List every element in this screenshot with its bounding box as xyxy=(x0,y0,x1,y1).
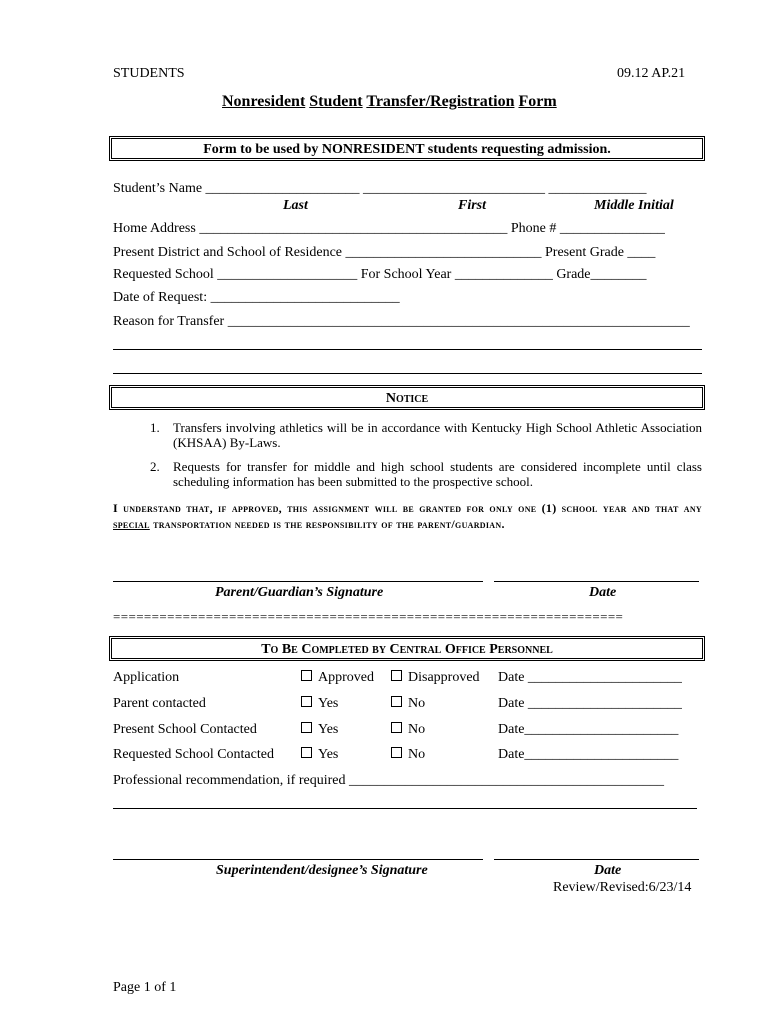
office-row-label: Present School Contacted xyxy=(113,722,257,737)
notice-item-number: 2. xyxy=(150,459,160,474)
superintendent-signature-label: Superintendent/designee’s Signature xyxy=(216,863,428,878)
statement-special: special xyxy=(113,517,150,531)
name-first-label: First xyxy=(458,198,487,213)
office-row-label: Requested School Contacted xyxy=(113,747,274,762)
date-field[interactable]: Date______________________ xyxy=(498,747,679,762)
option-label: Yes xyxy=(318,747,339,762)
title-word: Nonresident xyxy=(222,93,306,110)
superintendent-signature-line[interactable] xyxy=(113,859,483,860)
option-label: No xyxy=(408,722,426,737)
option-no[interactable] xyxy=(391,722,425,738)
parent-date-line[interactable] xyxy=(494,581,699,582)
reason-continuation-line[interactable] xyxy=(113,349,702,350)
superintendent-date-label: Date xyxy=(594,863,622,878)
title-word: Transfer/Registration xyxy=(366,93,515,110)
reason-continuation-line[interactable] xyxy=(113,373,702,374)
section-label: STUDENTS xyxy=(113,66,185,81)
present-district-field[interactable]: Present District and School of Residence ____________________________ Present Grade ____ xyxy=(113,245,656,260)
option-disapproved[interactable] xyxy=(391,670,480,686)
intro-box xyxy=(109,136,705,161)
option-label: Yes xyxy=(318,696,339,711)
revision-date: Review/Revised:6/23/14 xyxy=(553,880,692,895)
checkbox-icon[interactable] xyxy=(391,696,402,707)
checkbox-icon[interactable] xyxy=(301,670,312,681)
page-number: Page 1 of 1 xyxy=(113,980,177,995)
option-label: Disapproved xyxy=(408,670,480,685)
parent-date-label: Date xyxy=(589,585,617,600)
title-word: Form xyxy=(518,93,557,110)
checkbox-icon[interactable] xyxy=(301,696,312,707)
parent-signature-label: Parent/Guardian’s Signature xyxy=(215,585,384,600)
option-yes[interactable] xyxy=(301,722,338,738)
office-heading: To Be Completed by Central Office Personnel xyxy=(261,642,553,657)
acknowledgement-statement xyxy=(113,500,702,532)
parent-signature-line[interactable] xyxy=(113,581,483,582)
student-name-field[interactable]: Student’s Name ______________________ __________________________ ______________ xyxy=(113,181,647,196)
notice-item-number: 1. xyxy=(150,420,160,435)
notice-box xyxy=(109,385,705,410)
option-label: Approved xyxy=(318,670,374,685)
date-field[interactable]: Date ______________________ xyxy=(498,670,682,685)
policy-code: 09.12 AP.21 xyxy=(617,66,686,81)
option-yes[interactable] xyxy=(301,747,338,763)
page-title xyxy=(222,93,557,111)
option-label: No xyxy=(408,696,426,711)
option-no[interactable] xyxy=(391,747,425,763)
title-word: Student xyxy=(309,93,363,110)
notice-item-text: Transfers involving athletics will be in accordance with Kentucky High School Athletic Association (KHSAA) By-Laws. xyxy=(173,420,702,450)
professional-recommendation-field[interactable]: Professional recommendation, if required _____________________________________________ xyxy=(113,773,664,788)
checkbox-icon[interactable] xyxy=(301,747,312,758)
notice-item xyxy=(150,459,702,491)
office-row-label: Application xyxy=(113,670,180,685)
office-row-label: Parent contacted xyxy=(113,696,206,711)
option-label: No xyxy=(408,747,426,762)
notice-item-text: Requests for transfer for middle and high school students are considered incomplete until class scheduling information has been submitted to the prospective school. xyxy=(173,459,702,489)
requested-school-field[interactable]: Requested School ____________________ For School Year ______________ Grade________ xyxy=(113,267,647,282)
recommendation-continuation-line[interactable] xyxy=(113,808,697,809)
option-yes[interactable] xyxy=(301,696,338,712)
superintendent-date-line[interactable] xyxy=(494,859,699,860)
checkbox-icon[interactable] xyxy=(301,722,312,733)
office-box xyxy=(109,636,705,661)
checkbox-icon[interactable] xyxy=(391,722,402,733)
checkbox-icon[interactable] xyxy=(391,670,402,681)
option-no[interactable] xyxy=(391,696,425,712)
date-field[interactable]: Date ______________________ xyxy=(498,696,682,711)
name-middle-label: Middle Initial xyxy=(594,198,674,213)
date-field[interactable]: Date______________________ xyxy=(498,722,679,737)
option-label: Yes xyxy=(318,722,339,737)
statement-part: I understand that, if approved, this assignment will be granted for only one (1) school year and that any xyxy=(113,501,702,515)
intro-box-text: Form to be used by NONRESIDENT students requesting admission. xyxy=(203,142,611,157)
statement-part: transportation needed is the responsibility of the parent/guardian. xyxy=(153,517,505,531)
notice-item xyxy=(150,420,702,452)
date-of-request-field[interactable]: Date of Request: ___________________________ xyxy=(113,290,400,305)
name-last-label: Last xyxy=(283,198,308,213)
home-address-field[interactable]: Home Address ____________________________________________ Phone # _______________ xyxy=(113,221,665,236)
reason-field[interactable]: Reason for Transfer __________________________________________________________________ xyxy=(113,314,690,329)
checkbox-icon[interactable] xyxy=(391,747,402,758)
option-approved[interactable] xyxy=(301,670,374,686)
notice-heading: Notice xyxy=(385,391,429,406)
separator: ================================================================== xyxy=(113,609,624,624)
